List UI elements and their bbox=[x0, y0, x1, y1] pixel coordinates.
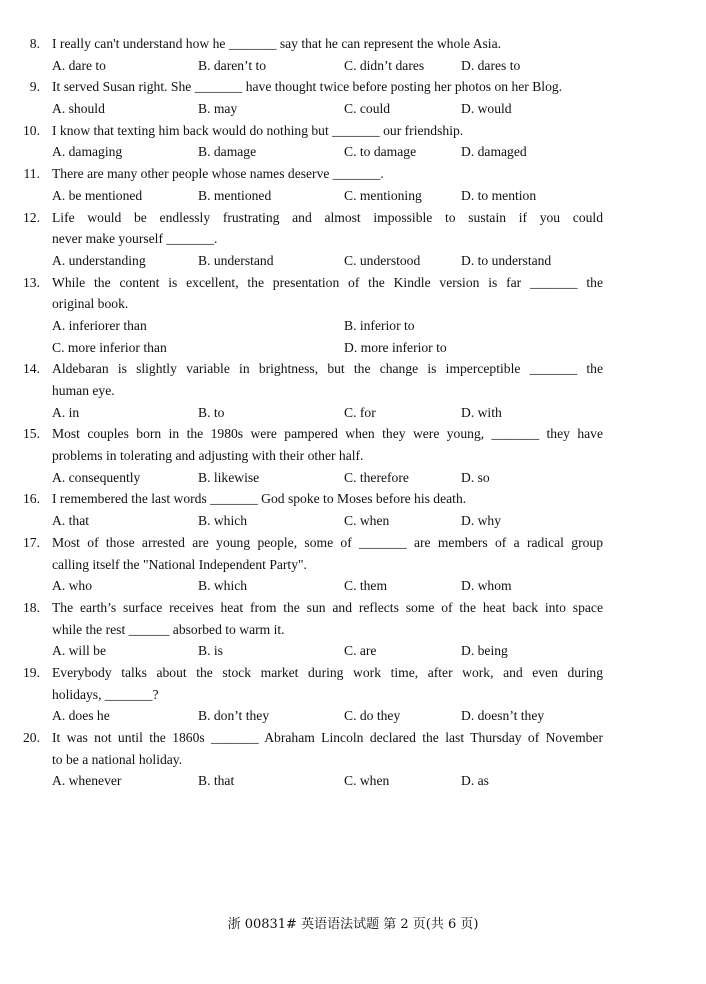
answer-option[interactable]: B. don’t they bbox=[198, 708, 270, 724]
option-row bbox=[0, 185, 706, 207]
question-text: original book. bbox=[52, 296, 129, 312]
option-row bbox=[0, 141, 706, 163]
option-row bbox=[0, 402, 706, 424]
answer-option[interactable]: C. therefore bbox=[344, 469, 409, 485]
answer-option[interactable]: A. whenever bbox=[52, 773, 122, 789]
answer-option[interactable]: C. when bbox=[344, 773, 390, 789]
answer-option[interactable]: C. when bbox=[344, 513, 390, 529]
question-text: Most couples born in the 1980s were pampered when they were young, _______ they have bbox=[52, 426, 603, 442]
answer-option[interactable]: D. so bbox=[461, 469, 490, 485]
answer-option[interactable]: B. may bbox=[198, 101, 238, 117]
answer-option[interactable]: C. them bbox=[344, 578, 388, 594]
question-text: Aldebaran is slightly variable in brightness, but the change is imperceptible _______ the bbox=[52, 361, 603, 377]
question-text: I know that texting him back would do nothing but _______ our friendship. bbox=[52, 122, 464, 138]
answer-option[interactable]: B. which bbox=[198, 513, 248, 529]
question-item bbox=[0, 207, 706, 272]
answer-option[interactable]: D. dares to bbox=[461, 57, 521, 73]
question-line bbox=[0, 532, 706, 554]
question-item bbox=[0, 488, 706, 531]
answer-option[interactable]: A. understanding bbox=[52, 252, 146, 268]
question-line bbox=[0, 445, 706, 467]
answer-option[interactable]: A. who bbox=[52, 578, 93, 594]
question-number: 14. bbox=[23, 361, 40, 377]
question-number: 9. bbox=[29, 79, 40, 95]
answer-option[interactable]: D. as bbox=[461, 773, 489, 789]
answer-option[interactable]: C. are bbox=[344, 643, 377, 659]
question-item bbox=[0, 597, 706, 662]
answer-option[interactable]: C. do they bbox=[344, 708, 401, 724]
answer-option[interactable]: A. should bbox=[52, 101, 105, 117]
answer-option[interactable]: B. daren’t to bbox=[198, 57, 267, 73]
question-number: 18. bbox=[23, 599, 40, 615]
question-text: problems in tolerating and adjusting with their other half. bbox=[52, 448, 364, 464]
question-line bbox=[0, 207, 706, 229]
question-text: human eye. bbox=[52, 383, 115, 398]
answer-option[interactable]: C. to damage bbox=[344, 144, 417, 160]
answer-option[interactable]: A. be mentioned bbox=[52, 187, 143, 203]
option-row bbox=[0, 770, 706, 792]
question-number: 20. bbox=[23, 730, 40, 745]
answer-option[interactable]: B. understand bbox=[198, 252, 274, 268]
answer-option[interactable]: B. that bbox=[198, 773, 235, 789]
answer-option[interactable]: C. for bbox=[344, 404, 376, 420]
option-row bbox=[0, 250, 706, 272]
question-item bbox=[0, 33, 706, 76]
answer-option[interactable]: A. damaging bbox=[52, 144, 123, 160]
question-text: While the content is excellent, the presentation of the Kindle version is far _______ the bbox=[52, 274, 603, 290]
question-line bbox=[0, 272, 706, 294]
question-line bbox=[0, 380, 706, 402]
question-item bbox=[0, 76, 706, 119]
option-row bbox=[0, 705, 706, 727]
question-item bbox=[0, 120, 706, 163]
answer-option[interactable]: D. to mention bbox=[461, 187, 537, 203]
answer-option[interactable]: D. doesn’t they bbox=[461, 708, 545, 724]
question-line bbox=[0, 749, 706, 771]
question-item bbox=[0, 272, 706, 359]
question-number: 13. bbox=[23, 274, 40, 290]
question-line bbox=[0, 597, 706, 619]
question-line bbox=[0, 662, 706, 684]
question-text: I remembered the last words _______ God spoke to Moses before his death. bbox=[52, 491, 467, 507]
question-line bbox=[0, 423, 706, 445]
answer-option[interactable]: D. damaged bbox=[461, 144, 527, 160]
question-item bbox=[0, 727, 706, 792]
question-number: 15. bbox=[23, 426, 40, 442]
question-line bbox=[0, 684, 706, 706]
answer-option[interactable]: D. whom bbox=[461, 578, 512, 594]
question-text: It served Susan right. She _______ have thought twice before posting her photos on her Blog. bbox=[52, 79, 563, 95]
answer-option[interactable]: D. with bbox=[461, 404, 502, 420]
question-item bbox=[0, 423, 706, 488]
answer-option[interactable]: D. to understand bbox=[461, 252, 552, 268]
option-row bbox=[0, 55, 706, 77]
question-text: to be a national holiday. bbox=[52, 751, 183, 767]
question-number: 10. bbox=[23, 122, 40, 138]
question-number: 16. bbox=[23, 491, 40, 507]
answer-option[interactable]: D. more inferior to bbox=[344, 339, 447, 355]
question-item bbox=[0, 358, 706, 423]
question-item bbox=[0, 163, 706, 206]
question-line bbox=[0, 727, 706, 749]
question-text: Everybody talks about the stock market during work time, after work, and even during bbox=[52, 664, 603, 680]
option-row bbox=[0, 640, 706, 662]
answer-option[interactable]: B. which bbox=[198, 578, 248, 594]
answer-option[interactable]: C. understood bbox=[344, 252, 421, 268]
answer-option[interactable]: A. in bbox=[52, 404, 80, 420]
question-text: never make yourself _______. bbox=[52, 231, 218, 247]
answer-option[interactable]: A. consequently bbox=[52, 469, 141, 485]
answer-option[interactable]: A. dare to bbox=[52, 57, 106, 73]
option-row bbox=[0, 575, 706, 597]
answer-option[interactable]: D. being bbox=[461, 643, 508, 659]
question-text: Life would be endlessly frustrating and almost impossible to sustain if you could bbox=[52, 209, 603, 225]
question-line bbox=[0, 488, 706, 510]
question-number: 19. bbox=[23, 664, 40, 680]
answer-option[interactable]: A. does he bbox=[52, 708, 110, 724]
question-line bbox=[0, 554, 706, 576]
question-line bbox=[0, 358, 706, 380]
question-line bbox=[0, 163, 706, 185]
option-row bbox=[0, 510, 706, 532]
question-line bbox=[0, 76, 706, 98]
question-item bbox=[0, 532, 706, 597]
question-text: There are many other people whose names deserve _______. bbox=[52, 166, 384, 182]
option-row bbox=[0, 98, 706, 120]
answer-option[interactable]: B. inferior to bbox=[344, 317, 415, 333]
answer-option[interactable]: A. inferiorer than bbox=[52, 317, 147, 333]
answer-option[interactable]: B. is bbox=[198, 643, 223, 659]
question-item bbox=[0, 662, 706, 727]
question-line bbox=[0, 33, 706, 55]
option-row bbox=[0, 337, 706, 359]
answer-option[interactable]: C. didn’t dares bbox=[344, 57, 425, 73]
question-text: calling itself the "National Independent Party". bbox=[52, 556, 307, 572]
answer-option[interactable]: C. mentioning bbox=[344, 187, 422, 203]
question-text: while the rest ______ absorbed to warm it. bbox=[52, 621, 285, 637]
answer-option[interactable]: A. will be bbox=[52, 643, 106, 659]
question-text: The earth’s surface receives heat from the sun and reflects some of the heat back into space bbox=[52, 599, 603, 615]
answer-option[interactable]: B. likewise bbox=[198, 469, 260, 485]
answer-option[interactable]: D. why bbox=[461, 513, 502, 529]
answer-option[interactable]: B. to bbox=[198, 404, 225, 420]
question-line bbox=[0, 120, 706, 142]
question-number: 11. bbox=[23, 166, 40, 182]
answer-option[interactable]: B. damage bbox=[198, 144, 257, 160]
question-text: I really can't understand how he _______ say that he can represent the whole Asia. bbox=[52, 36, 502, 51]
question-list bbox=[0, 33, 706, 792]
page-footer: 浙 00831# 英语语法试题 第 2 页(共 6 页) bbox=[227, 917, 479, 932]
question-line bbox=[0, 293, 706, 315]
question-number: 12. bbox=[23, 209, 40, 225]
answer-option[interactable]: D. would bbox=[461, 101, 512, 117]
answer-option[interactable]: C. more inferior than bbox=[52, 339, 167, 355]
question-line bbox=[0, 619, 706, 641]
option-row bbox=[0, 315, 706, 337]
question-number: 8. bbox=[29, 36, 40, 51]
question-text: holidays, _______? bbox=[52, 686, 159, 702]
question-text: It was not until the 1860s _______ Abraham Lincoln declared the last Thursday of November bbox=[52, 730, 603, 745]
question-line bbox=[0, 228, 706, 250]
answer-option[interactable]: A. that bbox=[52, 513, 89, 529]
question-text: Most of those arrested are young people, some of _______ are members of a radical group bbox=[52, 534, 603, 550]
answer-option[interactable]: B. mentioned bbox=[198, 187, 272, 203]
answer-option[interactable]: C. could bbox=[344, 101, 391, 117]
option-row bbox=[0, 467, 706, 489]
question-number: 17. bbox=[23, 534, 40, 550]
